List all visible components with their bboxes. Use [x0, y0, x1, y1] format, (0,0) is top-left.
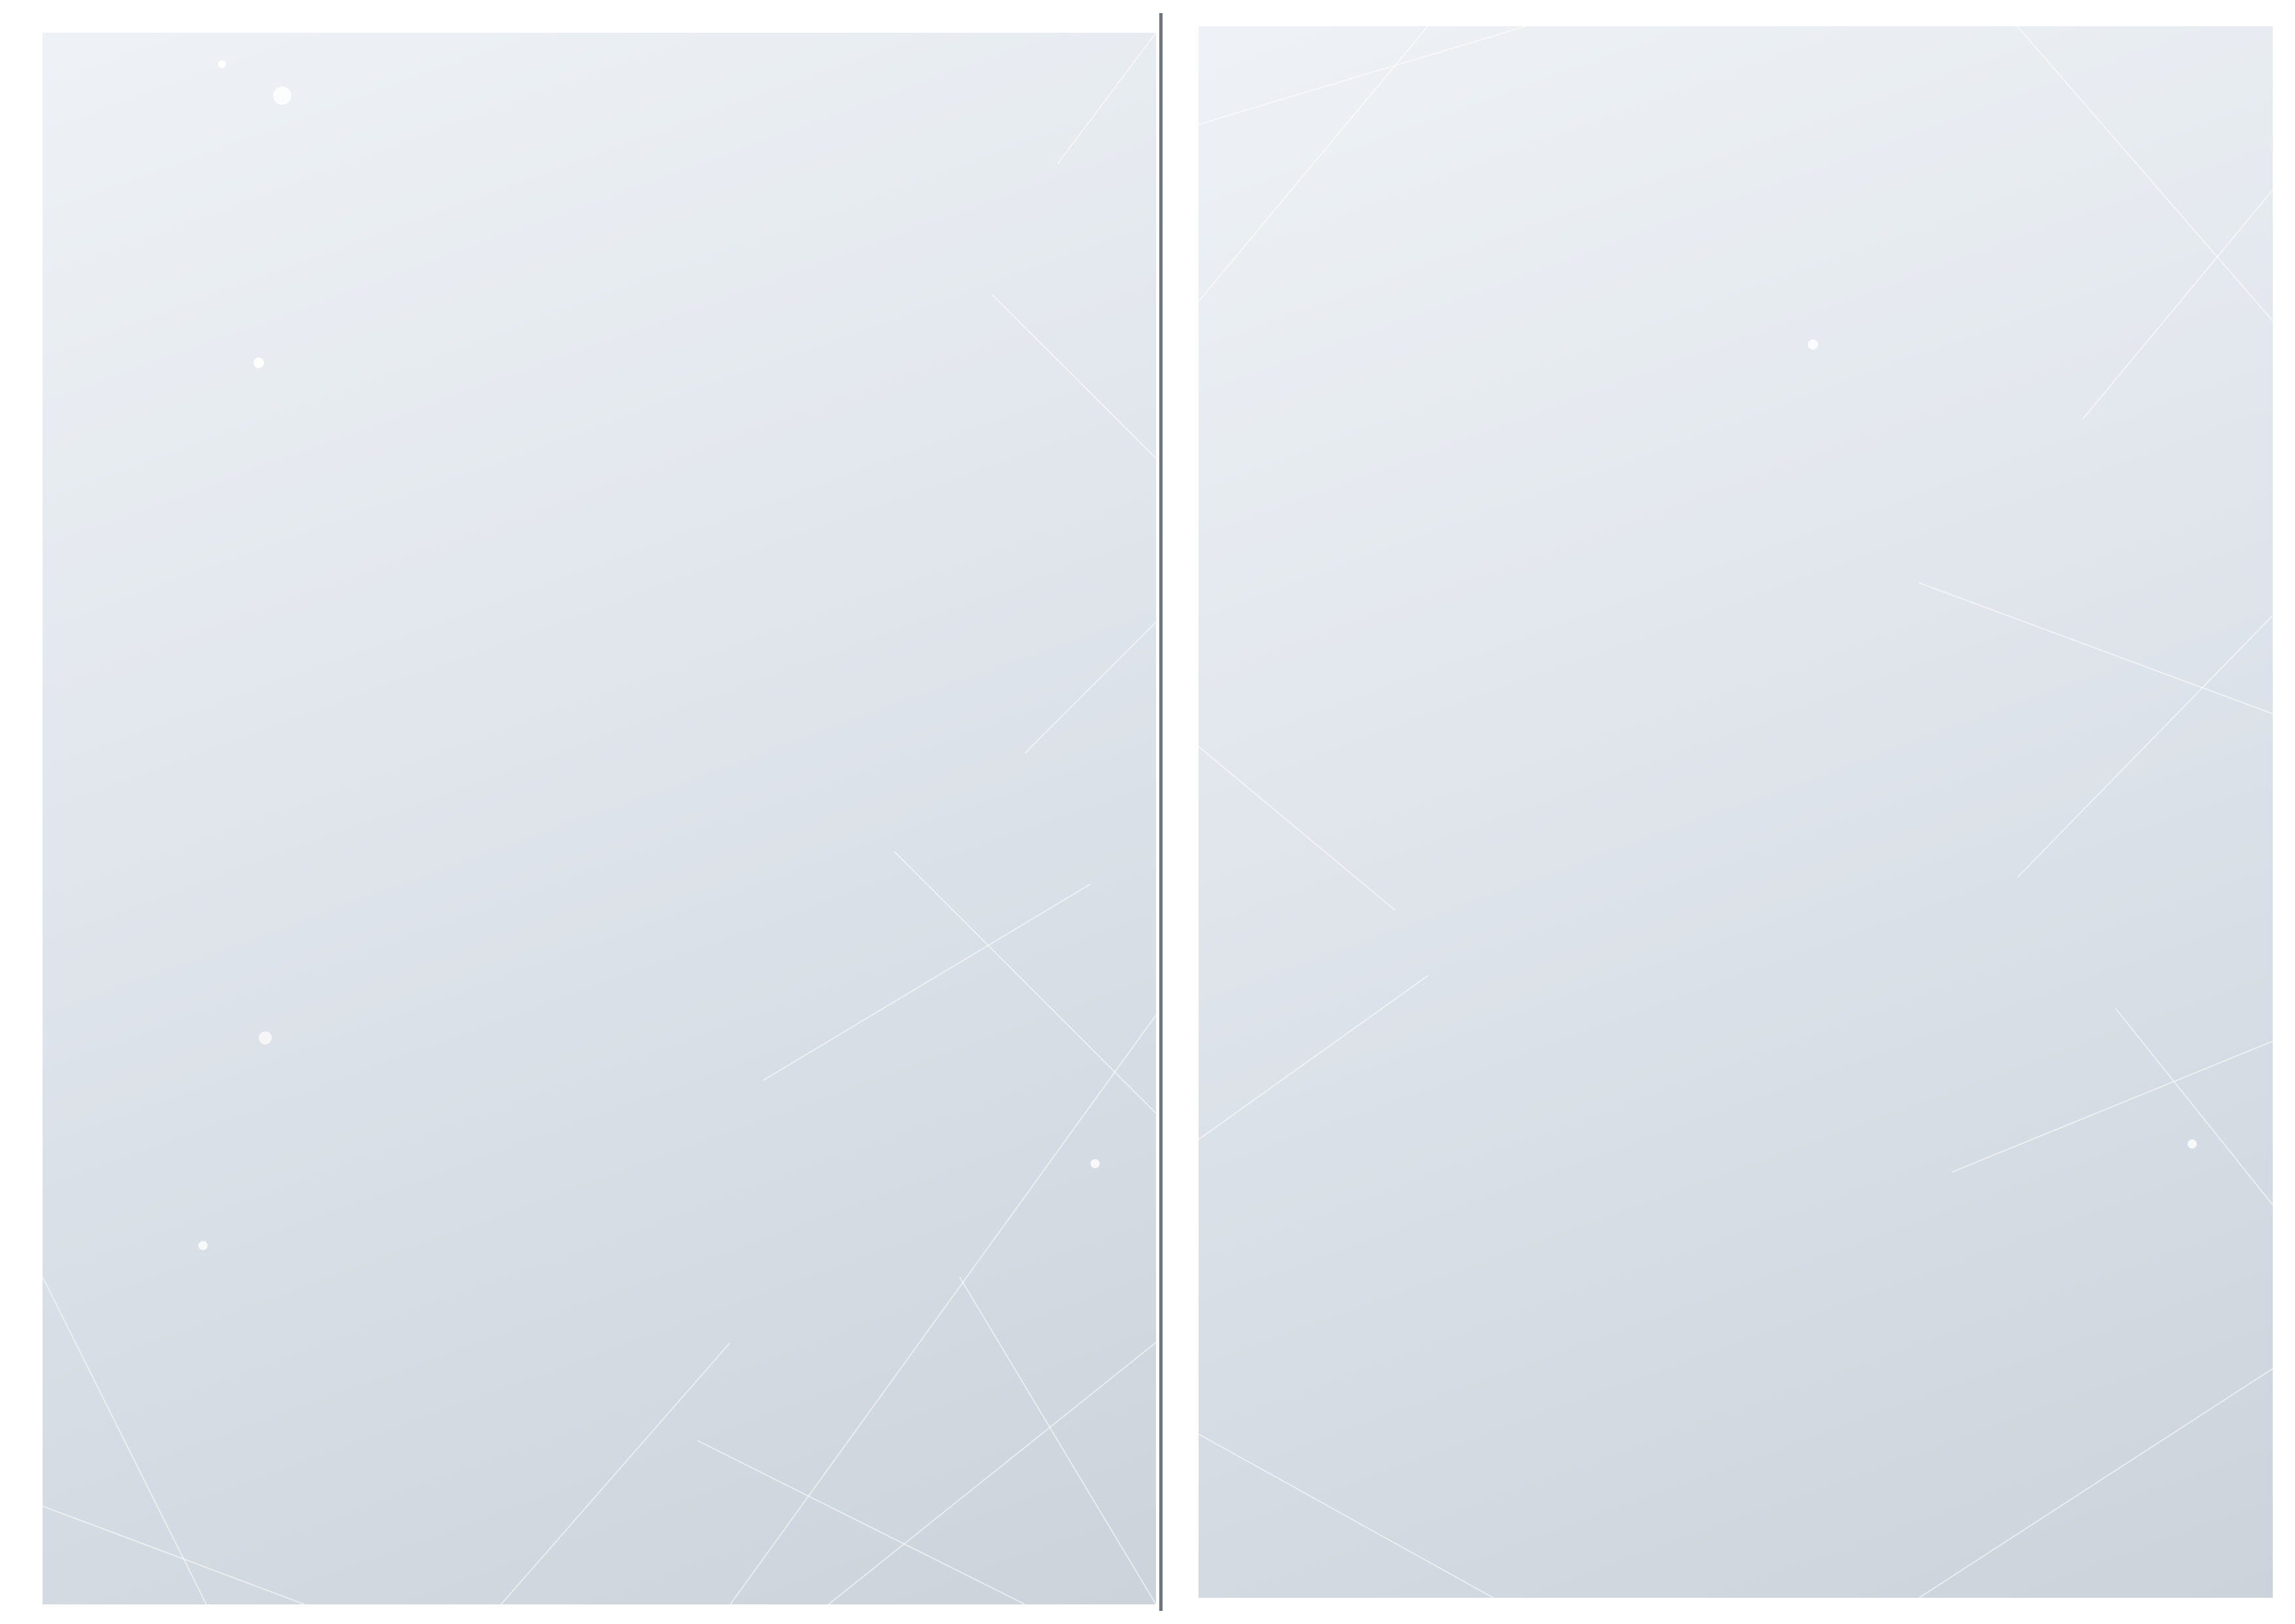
decorative-dot	[2188, 1139, 2197, 1149]
decorative-dot	[273, 86, 291, 105]
background-geometric-lines	[43, 33, 1156, 1604]
decorative-dot	[218, 60, 226, 68]
decorative-dot	[1091, 1159, 1100, 1168]
background-geometric-lines	[1199, 26, 2273, 1598]
right-page	[1199, 26, 2273, 1598]
left-page	[43, 33, 1156, 1604]
decorative-dot	[1808, 339, 1818, 350]
decorative-dot	[253, 358, 264, 368]
decorative-dot	[198, 1241, 208, 1250]
page-fold	[1159, 13, 1163, 1611]
decorative-dot	[259, 1031, 272, 1044]
